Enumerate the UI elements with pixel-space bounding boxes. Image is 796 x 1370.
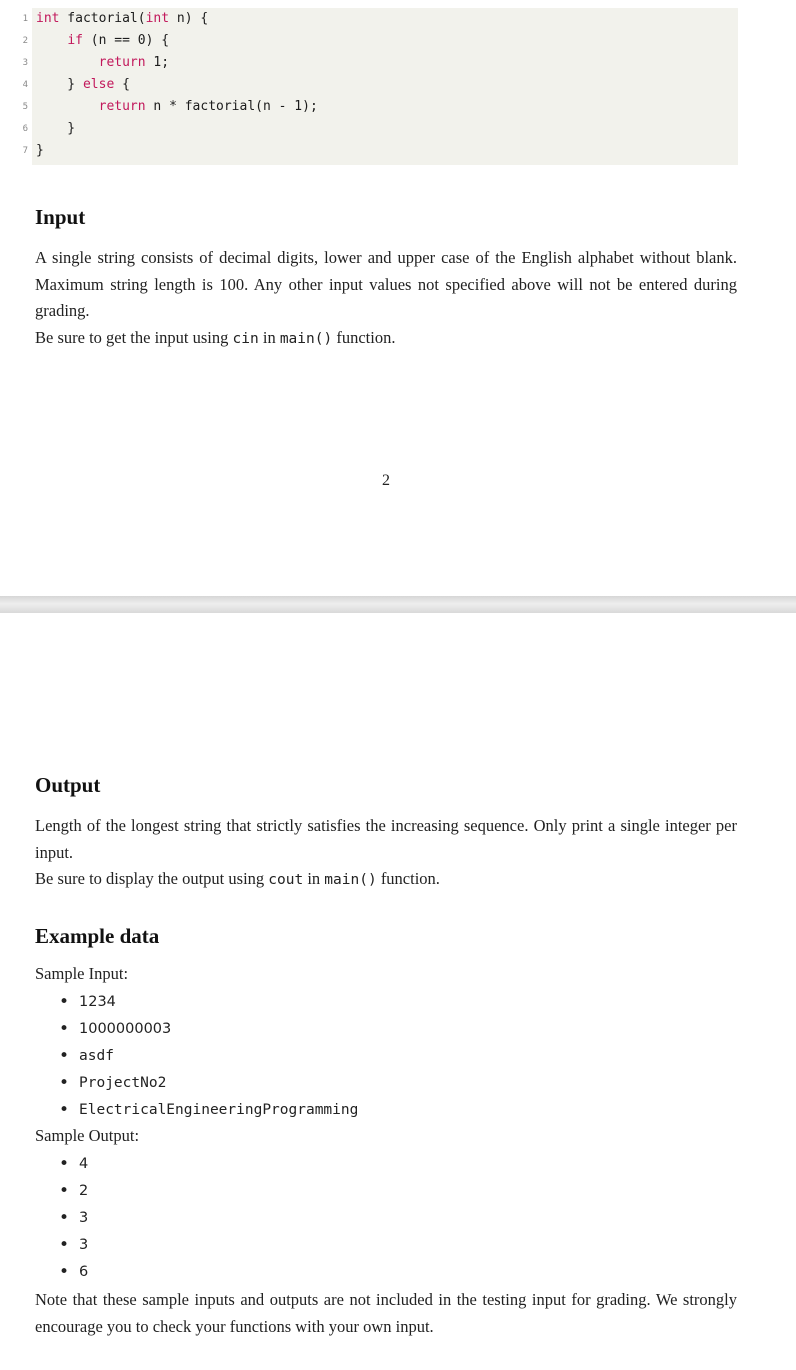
line-number: 7 bbox=[22, 146, 28, 156]
input-para2-mid: in bbox=[258, 328, 280, 348]
input-para2-before: Be sure to get the input using bbox=[35, 328, 233, 348]
sample-output-list bbox=[0, 1151, 88, 1286]
sample-input-value: asdf bbox=[79, 1048, 114, 1064]
output-para2-mid: in bbox=[303, 869, 325, 889]
code-token: } bbox=[36, 77, 83, 92]
page-number: 2 bbox=[382, 472, 390, 489]
input-heading: Input bbox=[35, 205, 86, 229]
sample-output-value: 6 bbox=[79, 1264, 89, 1280]
line-number: 5 bbox=[22, 102, 28, 112]
sample-input-item bbox=[0, 1070, 358, 1097]
code-token: factorial( bbox=[59, 11, 146, 26]
sample-output-value: 2 bbox=[79, 1183, 89, 1199]
output-heading: Output bbox=[35, 773, 101, 797]
sample-input-list bbox=[0, 989, 358, 1124]
sample-input-value: 1234 bbox=[79, 994, 116, 1010]
code-token: { bbox=[114, 77, 130, 92]
output-code-main: main() bbox=[324, 872, 377, 889]
sample-input-item bbox=[0, 1016, 358, 1043]
sample-output-item bbox=[0, 1178, 88, 1205]
code-token bbox=[36, 99, 99, 114]
line-number: 1 bbox=[22, 14, 28, 24]
sample-input-item bbox=[0, 1097, 358, 1124]
sample-input-item bbox=[0, 989, 358, 1016]
sample-output-value: 3 bbox=[79, 1237, 89, 1253]
output-para1: Length of the longest string that strictly satisfies the increasing sequence. Only print a single integer per input. bbox=[35, 816, 737, 862]
code-keyword: int bbox=[145, 11, 170, 26]
code-token bbox=[36, 55, 99, 70]
sample-output-label: Sample Output: bbox=[35, 1126, 140, 1145]
output-code-cout: cout bbox=[268, 872, 304, 889]
sample-output-item bbox=[0, 1151, 88, 1178]
code-token: } bbox=[36, 121, 76, 136]
sample-output-item bbox=[0, 1205, 88, 1232]
code-keyword: if bbox=[67, 33, 83, 48]
output-para2-after: function. bbox=[376, 869, 440, 889]
sample-output-item bbox=[0, 1259, 88, 1286]
code-token: 1; bbox=[145, 55, 170, 70]
input-para2-after: function. bbox=[332, 328, 396, 348]
code-token: } bbox=[36, 143, 44, 158]
sample-input-value: ElectricalEngineeringProgramming bbox=[79, 1102, 359, 1118]
code-token: n) { bbox=[169, 11, 209, 26]
line-number: 3 bbox=[22, 58, 28, 68]
line-number: 6 bbox=[22, 124, 28, 134]
code-keyword: int bbox=[36, 11, 60, 26]
code-keyword: return bbox=[98, 99, 146, 114]
output-para2-before: Be sure to display the output using bbox=[35, 869, 269, 889]
output-description bbox=[35, 813, 737, 894]
code-keyword: return bbox=[98, 55, 146, 70]
sample-input-value: ProjectNo2 bbox=[79, 1075, 167, 1091]
sample-input-value: 1000000003 bbox=[79, 1021, 172, 1037]
code-token: (n == 0) { bbox=[82, 33, 170, 48]
sample-output-item bbox=[0, 1232, 88, 1259]
line-number: 2 bbox=[22, 36, 28, 46]
line-number: 4 bbox=[22, 80, 28, 90]
sample-input-item bbox=[0, 1043, 358, 1070]
input-description bbox=[35, 245, 737, 353]
code-token bbox=[36, 33, 67, 48]
note-paragraph: Note that these sample inputs and outputs are not included in the testing input for grading. We strongly encourage you to check your functions with your own input. bbox=[35, 1290, 737, 1336]
sample-input-label: Sample Input: bbox=[35, 964, 129, 983]
code-keyword: else bbox=[82, 77, 115, 92]
input-code-main: main() bbox=[279, 331, 333, 348]
input-para1: A single string consists of decimal digits, lower and upper case of the English alphabet without blank. Maximum string length is 100. Any other input values not specified above will not be entered during grading. bbox=[35, 248, 737, 321]
page-separator bbox=[0, 596, 796, 613]
code-token: n * factorial(n - 1); bbox=[145, 99, 318, 114]
example-heading: Example data bbox=[35, 924, 160, 948]
sample-output-value: 3 bbox=[79, 1210, 89, 1226]
sample-output-value: 4 bbox=[79, 1156, 89, 1172]
input-code-cin: cin bbox=[232, 331, 259, 348]
